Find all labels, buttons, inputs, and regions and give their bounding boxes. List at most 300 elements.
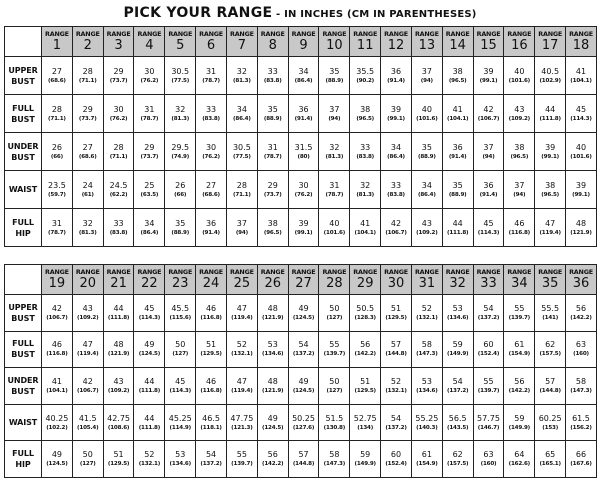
cm-value: (106.7): [46, 314, 68, 321]
table-row: [5, 331, 597, 368]
range-number: 17: [541, 37, 559, 53]
inches-value: 55.5: [541, 303, 560, 313]
inches-value: 28: [236, 180, 247, 190]
measurement-cell: [535, 404, 566, 441]
inches-value: 33: [267, 66, 278, 76]
inches-value: 49: [144, 340, 155, 350]
measurement-cell: [535, 441, 566, 478]
measurement-cell: [196, 57, 227, 95]
range-header: [165, 265, 196, 295]
range-header-word: RANGE: [507, 29, 532, 38]
range-number: 14: [449, 37, 466, 53]
cm-value: (62.2): [109, 191, 128, 198]
inches-value: 40: [575, 142, 587, 152]
cm-value: (149.9): [508, 424, 531, 431]
cm-value: (147.3): [416, 351, 438, 358]
measurement-cell: [134, 441, 165, 478]
measurement-cell: [165, 295, 196, 332]
cm-value: (124.5): [46, 461, 68, 468]
range-number: 22: [141, 275, 158, 291]
measurement-cell: [381, 368, 412, 405]
measurement-cell: [504, 331, 535, 368]
range-number: 20: [79, 275, 97, 291]
title-subtitle: - IN INCHES (CM IN PARENTHESES): [272, 9, 477, 20]
table-row: [5, 295, 597, 332]
range-header: [442, 27, 473, 57]
measurement-cell: [134, 95, 165, 133]
range-header-word: RANGE: [291, 29, 316, 38]
cm-value: (156.2): [570, 424, 592, 431]
inches-value: 40: [329, 218, 340, 228]
inches-value: 43: [82, 303, 93, 313]
cm-value: (94): [235, 229, 248, 236]
inches-value: 31: [51, 218, 62, 228]
cm-value: (74.9): [171, 153, 190, 160]
row-label: UNDER BUST: [5, 368, 42, 405]
cm-value: (142.2): [354, 351, 376, 358]
inches-value: 27: [82, 142, 93, 152]
measurement-cell: [165, 57, 196, 95]
row-label: WAIST: [5, 404, 42, 441]
measurement-cell: [566, 295, 597, 332]
inches-value: 42: [51, 303, 62, 313]
measurement-cell: [411, 133, 442, 171]
measurement-cell: [442, 331, 473, 368]
inches-value: 55: [236, 450, 247, 460]
range-number: 24: [202, 275, 220, 291]
inches-value: 39: [575, 180, 587, 190]
cm-value: (68.6): [48, 77, 66, 84]
range-number: 34: [511, 275, 528, 291]
inches-value: 46: [514, 218, 525, 228]
measurement-cell: [319, 133, 350, 171]
measurement-cell: [257, 171, 288, 209]
inches-value: 58: [421, 340, 432, 350]
cm-value: (86.4): [233, 115, 251, 122]
cm-value: (137.2): [200, 461, 222, 468]
measurement-cell: [381, 209, 412, 247]
inches-value: 37: [329, 104, 340, 114]
measurement-cell: [442, 368, 473, 405]
range-number: 19: [48, 275, 66, 291]
range-number: 5: [176, 37, 185, 53]
measurement-cell: [288, 368, 319, 405]
cm-value: (124.5): [262, 424, 284, 431]
measurement-cell: [442, 57, 473, 95]
range-number: 32: [449, 275, 466, 291]
cm-value: (121.9): [107, 351, 130, 358]
row-label: FULL HIP: [5, 209, 42, 247]
inches-value: 35: [452, 180, 463, 190]
range-header-word: RANGE: [199, 29, 223, 38]
measurement-cell: [257, 95, 288, 133]
cm-value: (71.1): [48, 115, 66, 122]
range-header: [566, 265, 597, 295]
inches-value: 39: [390, 104, 402, 114]
measurement-cell: [257, 209, 288, 247]
measurement-cell: [226, 404, 257, 441]
inches-value: 45: [144, 303, 155, 313]
inches-value: 35: [421, 142, 432, 152]
inches-value: 58: [329, 450, 340, 460]
inches-value: 52.75: [353, 413, 377, 423]
measurement-cell: [319, 95, 350, 133]
measurement-cell: [442, 209, 473, 247]
range-number: 7: [237, 37, 247, 53]
cm-value: (96.5): [510, 153, 529, 160]
inches-value: 47: [545, 218, 556, 228]
inches-value: 44: [144, 413, 155, 423]
inches-value: 56: [360, 340, 371, 350]
inches-value: 47: [236, 376, 247, 386]
measurement-cell: [535, 209, 566, 247]
inches-value: 60.25: [538, 413, 562, 423]
inches-value: 36: [205, 218, 217, 228]
cm-value: (86.4): [417, 191, 436, 198]
range-number: 11: [356, 37, 374, 53]
cm-value: (83.8): [356, 153, 375, 160]
cm-value: (139.7): [231, 461, 253, 468]
table-row: [5, 404, 597, 441]
measurement-cell: [319, 404, 350, 441]
inches-value: 48: [267, 376, 278, 386]
cm-value: (88.9): [325, 77, 344, 84]
inches-value: 39: [298, 218, 309, 228]
inches-value: 32: [82, 218, 93, 228]
cm-value: (81.3): [356, 191, 375, 198]
inches-value: 50: [175, 340, 186, 350]
inches-value: 52: [421, 303, 432, 313]
range-header-word: RANGE: [538, 29, 563, 38]
measurement-cell: [535, 331, 566, 368]
measurement-cell: [411, 404, 442, 441]
range-header-word: RANGE: [137, 29, 162, 38]
cm-value: (99.1): [479, 77, 498, 84]
inches-value: 29.5: [171, 142, 190, 152]
measurement-cell: [566, 331, 597, 368]
cm-value: (76.2): [202, 153, 220, 160]
measurement-cell: [103, 331, 134, 368]
measurement-cell: [350, 171, 381, 209]
range-header-word: RANGE: [45, 29, 69, 38]
inches-value: 47.75: [230, 413, 254, 423]
measurement-cell: [134, 209, 165, 247]
range-header: [381, 265, 412, 295]
table-row: [5, 57, 597, 95]
measurement-cell: [535, 95, 566, 133]
cm-value: (99.1): [572, 191, 590, 198]
inches-value: 51.5: [325, 413, 344, 423]
range-number: 18: [572, 37, 590, 53]
range-header: [411, 27, 442, 57]
cm-value: (111.8): [107, 314, 130, 321]
inches-value: 39: [545, 142, 556, 152]
cm-value: (78.7): [263, 153, 282, 160]
cm-value: (78.7): [325, 191, 344, 198]
range-header-word: RANGE: [260, 267, 285, 276]
cm-value: (137.2): [477, 314, 500, 321]
measurement-cell: [226, 57, 257, 95]
inches-value: 29: [82, 104, 93, 114]
range-header-word: RANGE: [168, 29, 193, 38]
measurement-cell: [42, 133, 73, 171]
inches-value: 48: [113, 340, 124, 350]
measurement-cell: [226, 331, 257, 368]
inches-value: 54: [298, 340, 309, 350]
inches-value: 42.75: [107, 413, 131, 423]
cm-value: (114.3): [477, 229, 500, 236]
inches-value: 53: [175, 450, 186, 460]
range-number: 12: [387, 37, 405, 53]
measurement-cell: [442, 404, 473, 441]
range-header-word: RANGE: [106, 29, 131, 38]
cm-value: (153): [542, 424, 559, 431]
measurement-cell: [196, 171, 227, 209]
measurement-cell: [288, 95, 319, 133]
inches-value: 34: [144, 218, 155, 228]
inches-value: 40.25: [45, 413, 69, 423]
inches-value: 51: [360, 376, 371, 386]
inches-value: 41.5: [78, 413, 97, 423]
inches-value: 41: [452, 104, 463, 114]
cm-value: (134): [357, 424, 374, 431]
range-header-word: RANGE: [260, 29, 285, 38]
title-main: PICK YOUR RANGE: [123, 5, 273, 21]
range-header: [288, 265, 319, 295]
measurement-cell: [381, 95, 412, 133]
inches-value: 64: [514, 450, 525, 460]
measurement-cell: [226, 295, 257, 332]
range-header-word: RANGE: [199, 267, 223, 276]
measurement-cell: [535, 171, 566, 209]
cm-value: (66): [50, 153, 63, 160]
cm-value: (101.6): [508, 77, 531, 84]
range-header: [535, 27, 566, 57]
measurement-cell: [411, 209, 442, 247]
cm-value: (124.5): [138, 351, 161, 358]
measurement-cell: [103, 95, 134, 133]
range-number: 36: [572, 275, 590, 291]
inches-value: 55: [329, 340, 340, 350]
inches-value: 35: [267, 104, 278, 114]
cm-value: (116.8): [46, 351, 68, 358]
measurement-cell: [473, 368, 504, 405]
cm-value: (78.7): [140, 115, 159, 122]
range-number: 1: [52, 37, 62, 53]
measurement-cell: [288, 295, 319, 332]
range-number: 13: [418, 37, 436, 53]
inches-value: 30.5: [171, 66, 190, 76]
measurement-cell: [42, 295, 73, 332]
inches-value: 61.5: [572, 413, 590, 423]
range-number: 10: [326, 37, 343, 53]
inches-value: 53: [452, 303, 463, 313]
measurement-cell: [42, 209, 73, 247]
range-header-word: RANGE: [569, 29, 593, 38]
measurement-cell: [288, 209, 319, 247]
range-number: 8: [268, 37, 277, 53]
inches-value: 41: [360, 218, 371, 228]
measurement-cell: [288, 57, 319, 95]
inches-value: 46: [205, 376, 217, 386]
cm-value: (144.8): [292, 461, 315, 468]
cm-value: (104.1): [446, 115, 469, 122]
cm-value: (106.7): [385, 229, 407, 236]
inches-value: 37: [483, 142, 494, 152]
cm-value: (108.6): [107, 424, 130, 431]
cm-value: (147.3): [570, 387, 592, 394]
range-header-word: RANGE: [476, 29, 501, 38]
range-header: [442, 265, 473, 295]
inches-value: 54: [452, 376, 463, 386]
range-header-word: RANGE: [322, 267, 347, 276]
range-number: 28: [326, 275, 343, 291]
range-header-word: RANGE: [291, 267, 316, 276]
size-chart-ranges-19-36: [4, 264, 597, 478]
cm-value: (118.1): [200, 424, 222, 431]
range-header-word: RANGE: [106, 267, 131, 276]
inches-value: 29: [267, 180, 278, 190]
cm-value: (63.5): [140, 191, 159, 198]
measurement-cell: [257, 331, 288, 368]
measurement-cell: [288, 404, 319, 441]
inches-value: 52: [236, 340, 247, 350]
range-number: 16: [511, 37, 528, 53]
cm-value: (101.6): [570, 153, 592, 160]
measurement-cell: [473, 133, 504, 171]
cm-value: (88.9): [171, 229, 190, 236]
measurement-cell: [42, 171, 73, 209]
measurement-cell: [350, 295, 381, 332]
row-label: UPPER BUST: [5, 295, 42, 332]
measurement-cell: [72, 133, 103, 171]
range-number: 21: [110, 275, 127, 291]
measurement-cell: [504, 133, 535, 171]
inches-value: 38: [452, 66, 463, 76]
inches-value: 57.75: [477, 413, 500, 423]
inches-value: 56: [575, 303, 587, 313]
range-number: 3: [114, 37, 123, 53]
range-header: [196, 27, 227, 57]
measurement-cell: [381, 404, 412, 441]
inches-value: 50: [329, 303, 340, 313]
measurement-cell: [257, 57, 288, 95]
inches-value: 50.5: [356, 303, 375, 313]
inches-value: 38: [514, 142, 525, 152]
cm-value: (96.5): [541, 191, 560, 198]
inches-value: 34: [298, 66, 309, 76]
measurement-cell: [72, 331, 103, 368]
cm-value: (160): [480, 461, 497, 468]
inches-value: 57: [298, 450, 309, 460]
measurement-cell: [566, 95, 597, 133]
inches-value: 44: [452, 218, 463, 228]
inches-value: 27: [51, 66, 62, 76]
range-header: [350, 27, 381, 57]
measurement-cell: [103, 171, 134, 209]
measurement-cell: [165, 331, 196, 368]
cm-value: (128.3): [354, 314, 376, 321]
measurement-cell: [103, 133, 134, 171]
measurement-cell: [504, 209, 535, 247]
size-chart-ranges-1-18: [4, 26, 597, 247]
measurement-cell: [319, 331, 350, 368]
cm-value: (102.2): [46, 424, 68, 431]
cm-value: (142.2): [262, 461, 284, 468]
measurement-cell: [535, 133, 566, 171]
measurement-cell: [288, 133, 319, 171]
inches-value: 61: [421, 450, 432, 460]
measurement-cell: [288, 331, 319, 368]
inches-value: 60: [483, 340, 494, 350]
cm-value: (109.2): [508, 115, 531, 122]
measurement-cell: [103, 295, 134, 332]
measurement-cell: [350, 331, 381, 368]
cm-value: (109.2): [416, 229, 438, 236]
range-header: [257, 265, 288, 295]
inches-value: 51: [113, 450, 124, 460]
cm-value: (162.6): [508, 461, 531, 468]
cm-value: (94): [420, 77, 433, 84]
measurement-cell: [473, 331, 504, 368]
inches-value: 62: [545, 340, 556, 350]
cm-value: (111.8): [539, 115, 561, 122]
cm-value: (94): [513, 191, 526, 198]
range-number: 2: [83, 37, 92, 53]
header-corner: [5, 265, 42, 295]
range-header: [411, 265, 442, 295]
cm-value: (114.3): [570, 115, 592, 122]
cm-value: (73.7): [109, 77, 128, 84]
range-header: [504, 265, 535, 295]
measurement-cell: [350, 404, 381, 441]
range-header: [319, 27, 350, 57]
measurement-cell: [411, 295, 442, 332]
measurement-cell: [42, 57, 73, 95]
measurement-cell: [196, 368, 227, 405]
measurement-cell: [134, 295, 165, 332]
inches-value: 65: [545, 450, 556, 460]
measurement-cell: [411, 171, 442, 209]
table-header-row: [5, 27, 597, 57]
cm-value: (96.5): [448, 77, 467, 84]
range-header: [42, 27, 73, 57]
inches-value: 40: [514, 66, 525, 76]
cm-value: (77.5): [233, 153, 251, 160]
measurement-cell: [72, 368, 103, 405]
measurement-cell: [504, 295, 535, 332]
cm-value: (86.4): [294, 77, 313, 84]
inches-value: 33: [113, 218, 124, 228]
cm-value: (86.4): [387, 153, 405, 160]
inches-value: 46.5: [202, 413, 220, 423]
inches-value: 51: [390, 303, 402, 313]
cm-value: (83.8): [202, 115, 220, 122]
measurement-cell: [566, 57, 597, 95]
inches-value: 49: [298, 303, 309, 313]
measurement-cell: [504, 171, 535, 209]
measurement-cell: [134, 331, 165, 368]
cm-value: (157.5): [446, 461, 469, 468]
cm-value: (144.8): [539, 387, 561, 394]
inches-value: 48: [575, 218, 587, 228]
inches-value: 32: [175, 104, 186, 114]
range-header-word: RANGE: [229, 267, 254, 276]
measurement-cell: [103, 441, 134, 478]
measurement-cell: [72, 171, 103, 209]
cm-value: (147.3): [323, 461, 346, 468]
table-row: [5, 441, 597, 478]
